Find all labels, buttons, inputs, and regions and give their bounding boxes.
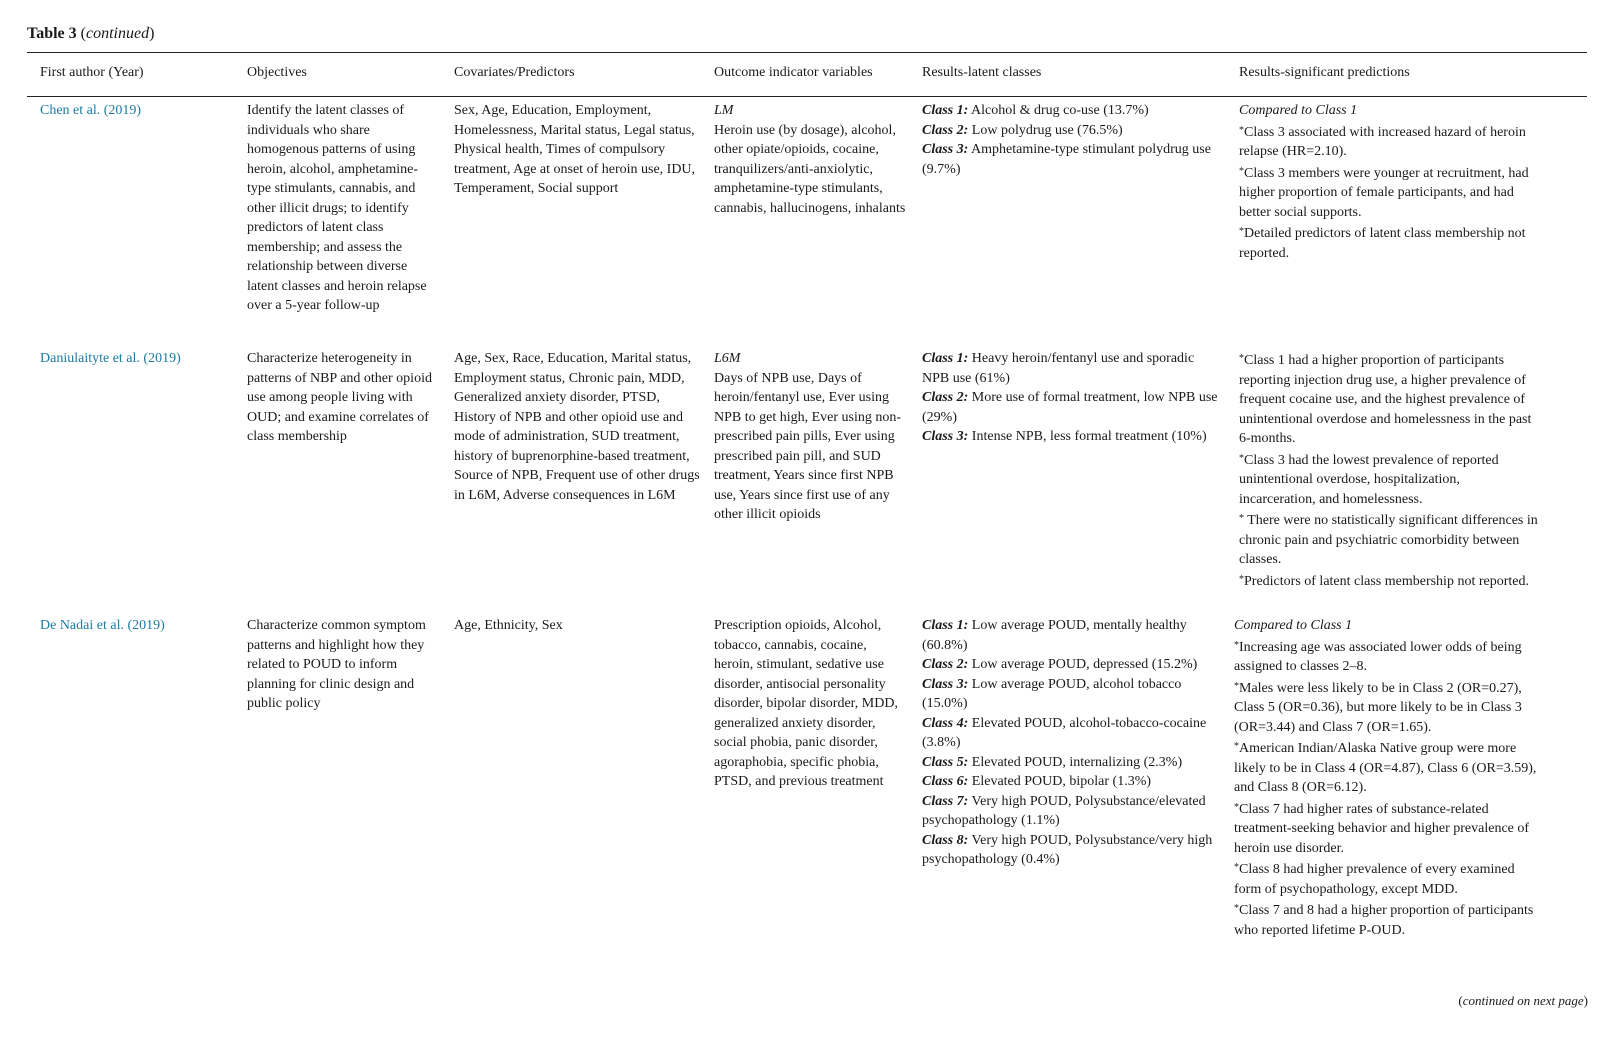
class-item (922, 140, 1222, 179)
row-2-author[interactable]: Daniulaityte et al. (2019) (40, 351, 181, 366)
prediction-item (1239, 222, 1539, 263)
class-label: Class 3: (922, 142, 969, 157)
class-item (922, 655, 1222, 675)
class-label: Class 5: (922, 754, 969, 770)
table-number: Table 3 (27, 25, 77, 42)
prediction-item (1239, 570, 1539, 592)
prediction-text: Class 3 associated with increased hazard of heroin relapse (HR=2.10). (1239, 124, 1526, 159)
class-text: Low average POUD, mentally healthy (60.8%) (922, 618, 1187, 653)
header-rule (27, 96, 1587, 97)
row-2-predictions (1239, 349, 1539, 591)
row-1-outcome-text: Heroin use (by dosage), alcohol, other opiate/opioids, cocaine, tranquilizers/anti-anxiolytic, amphetamine-type stimulants, cannabis, hallucinogens, inhalants (714, 122, 906, 216)
class-item (922, 616, 1222, 655)
class-item (922, 772, 1222, 792)
row-2-outcome-text: Days of NPB use, Days of heroin/fentanyl use, Ever using NPB to get high, Ever using non-prescribed pain pills, Ever using prescribed pain pill, and SUD treatment, Years since first NPB use, Years since first use of any other illicit opioids (714, 370, 902, 522)
bullet-symbol: * (1234, 862, 1239, 873)
class-text: Intense NPB, less formal treatment (10%) (968, 429, 1207, 444)
row-1-covariates: Sex, Age, Education, Employment, Homelessness, Marital status, Legal status, Physical health, Times of compulsory treatment, Age at onset of heroin use, IDU, Temperament, Social support (454, 103, 696, 196)
bullet-symbol: * (1234, 741, 1239, 752)
prediction-item (1234, 677, 1539, 738)
header-covariates: Covariates/Predictors (454, 65, 575, 80)
prediction-text: Class 7 had higher rates of substance-related treatment-seeking behavior and higher prevalence of heroin use disorder. (1234, 801, 1530, 856)
prediction-item (1239, 349, 1539, 449)
row-1-author[interactable]: Chen et al. (2019) (40, 103, 142, 118)
class-item (922, 101, 1222, 121)
bullet-symbol: * (1239, 573, 1244, 585)
row-1-objectives: Identify the latent classes of individuals who share homogenous patterns of using heroin, alcohol, amphetamine-type stimulants, cannabis, and other illicit drugs; to identify predictors of latent class membership; and assess the relationship between diverse latent classes and heroin relapse over a 5-year follow-up (247, 103, 427, 313)
continued-footer (1458, 993, 1588, 1009)
prediction-text: Class 3 members were younger at recruitment, had higher proportion of female participants, and had better social supports. (1239, 165, 1529, 220)
bullet-symbol: * (1239, 124, 1244, 136)
prediction-text: Class 8 had higher prevalence of every examined form of psychopathology, except MDD. (1234, 862, 1515, 897)
prediction-item (1239, 121, 1539, 162)
bullet-symbol: * (1234, 903, 1239, 914)
header-outcome: Outcome indicator variables (714, 65, 873, 80)
class-item (922, 753, 1222, 773)
prediction-text: American Indian/Alaska Native group were more likely to be in Class 4 (OR=4.87), Class 6 (OR=3.59), and Class 8 (OR=6.12). (1234, 741, 1537, 795)
prediction-text: Class 7 and 8 had a higher proportion of participants who reported lifetime P-OUD. (1234, 903, 1534, 938)
class-item (922, 388, 1222, 427)
row-2-covariates: Age, Sex, Race, Education, Marital status, Employment status, Chronic pain, MDD, Generalized anxiety disorder, PTSD, History of NPB and other opioid use and mode of administration, SUD treatment, history of buprenorphine-based treatment, Source of NPB, Frequent use of other drugs in L6M, Adverse consequences in L6M (454, 351, 700, 503)
row-3-predictions (1234, 616, 1539, 940)
row-3-covariates: Age, Ethnicity, Sex (454, 618, 563, 633)
class-text: Amphetamine-type stimulant polydrug use (9.7%) (922, 142, 1211, 177)
footer-paren-open: ( (1458, 993, 1463, 1008)
prediction-text: Increasing age was associated lower odds of being assigned to classes 2–8. (1234, 639, 1522, 674)
table-title (27, 25, 154, 43)
class-label: Class 3: (922, 676, 969, 692)
class-text: More use of formal treatment, low NPB use (29%) (922, 390, 1218, 425)
prediction-item (1239, 449, 1539, 510)
header-objectives: Objectives (247, 65, 307, 80)
prediction-text: There were no statistically significant differences in chronic pain and psychiatric comorbidity between classes. (1239, 513, 1538, 567)
row-3-outcome-text: Prescription opioids, Alcohol, tobacco, cannabis, cocaine, heroin, stimulant, sedative use disorder, antisocial personality disorder, bipolar disorder, MDD, generalized anxiety disorder, social phobia, panic disorder, agoraphobia, specific phobia, PTSD, and previous treatment (714, 618, 898, 789)
row-1-outcome-label: LM (714, 103, 734, 118)
class-label: Class 1: (922, 351, 969, 366)
class-text: Very high POUD, Polysubstance/elevated psychopathology (1.1%) (922, 793, 1206, 828)
top-rule (27, 52, 1587, 53)
bullet-symbol: * (1234, 801, 1239, 813)
class-item (922, 349, 1222, 388)
class-text: Low average POUD, depressed (15.2%) (968, 657, 1198, 672)
class-text: Low polydrug use (76.5%) (968, 122, 1123, 138)
class-label: Class 2: (922, 390, 969, 405)
class-label: Class 1: (922, 103, 969, 118)
row-3-pred-intro: Compared to Class 1 (1234, 618, 1353, 633)
class-label: Class 3: (922, 429, 969, 444)
prediction-item (1239, 162, 1539, 223)
row-2-classes (922, 349, 1222, 447)
class-label: Class 7: (922, 793, 969, 809)
row-1-classes (922, 101, 1222, 179)
row-1-pred-intro: Compared to Class 1 (1239, 103, 1358, 118)
class-label: Class 8: (922, 832, 969, 848)
bullet-symbol: * (1234, 680, 1239, 692)
prediction-text: Class 1 had a higher proportion of participants reporting injection drug use, a higher prevalence of frequent cocaine use, and the highest prevalence of unintentional overdose and homelessness in the past 6-months. (1239, 353, 1532, 446)
header-author: First author (Year) (40, 65, 144, 80)
class-item (922, 831, 1222, 870)
row-3-author[interactable]: De Nadai et al. (2019) (40, 618, 165, 633)
prediction-text: Males were less likely to be in Class 2 (OR=0.27), Class 5 (OR=0.36), but more likely to be in Class 3 (OR=3.44) and Class 7 (OR=1.65). (1234, 680, 1522, 735)
class-text: Alcohol & drug co-use (13.7%) (968, 103, 1149, 118)
row-2-objectives: Characterize heterogeneity in patterns of NBP and other opioid use among people living with OUD; and examine correlates of class membership (247, 351, 432, 444)
class-text: Elevated POUD, bipolar (1.3%) (968, 774, 1152, 789)
class-text: Heavy heroin/fentanyl use and sporadic NPB use (61%) (922, 351, 1195, 386)
bullet-symbol: * (1234, 639, 1239, 651)
prediction-item (1239, 509, 1539, 570)
row-2-outcome-label: L6M (714, 351, 741, 366)
bullet-symbol: * (1239, 513, 1244, 524)
class-text: Very high POUD, Polysubstance/very high psychopathology (0.4%) (922, 832, 1213, 867)
class-item (922, 792, 1222, 831)
class-label: Class 6: (922, 774, 969, 789)
prediction-item (1234, 858, 1539, 899)
class-label: Class 2: (922, 122, 969, 138)
table-continued-label: continued (85, 25, 150, 42)
prediction-text: Predictors of latent class membership not reported. (1244, 573, 1529, 589)
bullet-symbol: * (1239, 165, 1244, 177)
prediction-text: Detailed predictors of latent class membership not reported. (1239, 226, 1526, 261)
class-label: Class 1: (922, 618, 969, 633)
title-paren-open: ( (76, 25, 86, 42)
class-item (922, 121, 1222, 141)
row-3-objectives: Characterize common symptom patterns and highlight how they related to POUD to inform planning for clinic design and public policy (247, 618, 426, 711)
footer-paren-close: ) (1583, 993, 1588, 1008)
header-predictions: Results-significant predictions (1239, 65, 1410, 80)
header-latent-classes: Results-latent classes (922, 65, 1042, 80)
row-2-outcome (714, 349, 906, 525)
class-text: Elevated POUD, alcohol-tobacco-cocaine (3.8%) (922, 715, 1207, 750)
row-1-outcome (714, 101, 906, 218)
title-paren-close: ) (149, 25, 155, 42)
prediction-item (1234, 737, 1539, 798)
class-text: Low average POUD, alcohol tobacco (15.0%) (922, 676, 1182, 711)
class-item (922, 427, 1222, 447)
bullet-symbol: * (1239, 353, 1244, 364)
class-label: Class 2: (922, 657, 969, 672)
prediction-item (1234, 798, 1539, 859)
prediction-text: Class 3 had the lowest prevalence of reported unintentional overdose, hospitalization, incarceration, and homelessness. (1239, 452, 1499, 507)
class-label: Class 4: (922, 715, 969, 731)
prediction-item (1234, 636, 1539, 677)
continued-on-next-page: continued on next page (1462, 993, 1584, 1008)
prediction-item (1234, 899, 1539, 940)
class-text: Elevated POUD, internalizing (2.3%) (968, 754, 1183, 770)
row-3-classes (922, 616, 1222, 870)
row-3-outcome (714, 616, 906, 792)
class-item (922, 675, 1222, 714)
row-1-predictions (1239, 101, 1539, 263)
bullet-symbol: * (1239, 452, 1244, 464)
class-item (922, 714, 1222, 753)
bullet-symbol: * (1239, 226, 1244, 237)
